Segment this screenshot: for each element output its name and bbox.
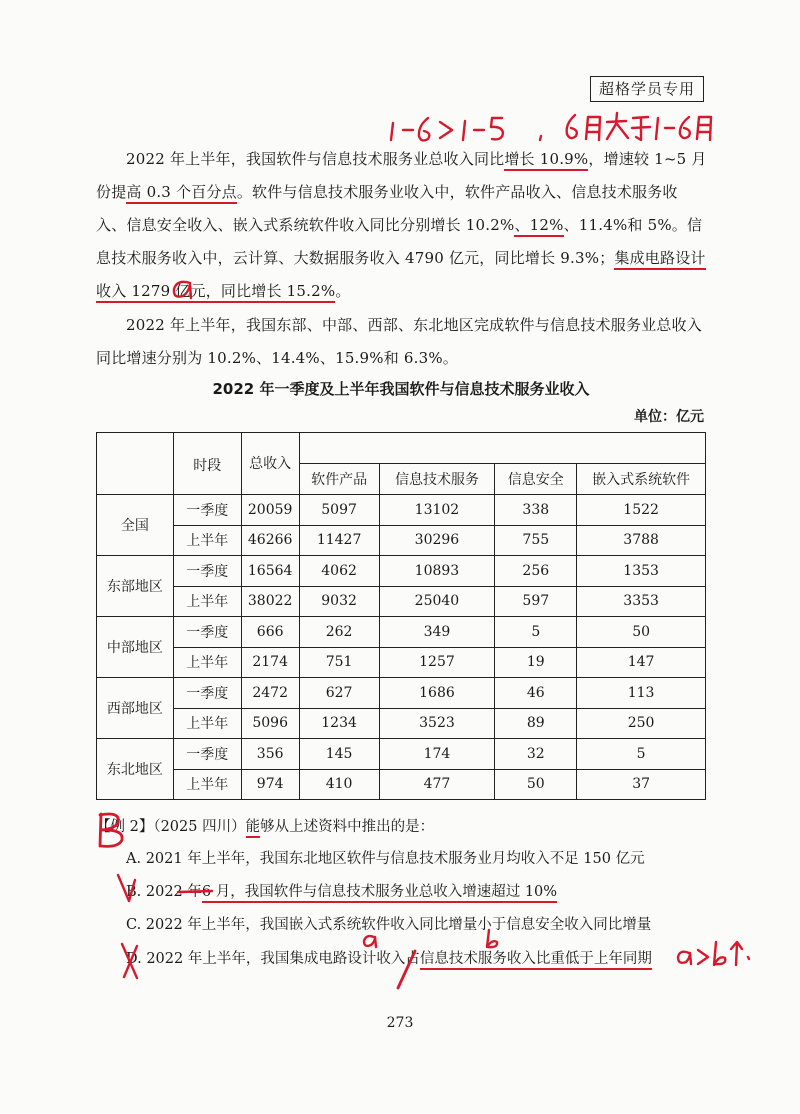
period-cell: 一季度 bbox=[173, 739, 241, 770]
value-cell: 1234 bbox=[299, 708, 379, 739]
period-cell: 上半年 bbox=[173, 769, 241, 800]
table-row bbox=[97, 495, 706, 526]
value-cell: 1686 bbox=[379, 678, 495, 709]
value-cell: 3523 bbox=[379, 708, 495, 739]
value-cell: 974 bbox=[241, 769, 299, 800]
value-cell: 50 bbox=[495, 769, 577, 800]
header-col: 软件产品 bbox=[299, 464, 379, 495]
table-row bbox=[97, 617, 706, 648]
header-tag: 超格学员专用 bbox=[590, 76, 704, 102]
region-cell: 中部地区 bbox=[97, 617, 174, 678]
value-cell: 1257 bbox=[379, 647, 495, 678]
handwriting-right-note bbox=[678, 942, 749, 965]
value-cell: 627 bbox=[299, 678, 379, 709]
value-cell: 410 bbox=[299, 769, 379, 800]
table-row bbox=[97, 739, 706, 770]
period-cell: 上半年 bbox=[173, 586, 241, 617]
header-blank bbox=[299, 433, 705, 464]
period-cell: 一季度 bbox=[173, 495, 241, 526]
value-cell: 2472 bbox=[241, 678, 299, 709]
handwriting-d-a bbox=[364, 936, 376, 947]
value-cell: 30296 bbox=[379, 525, 495, 556]
handwriting-top-note bbox=[391, 113, 711, 140]
value-cell: 338 bbox=[495, 495, 577, 526]
value-cell: 755 bbox=[495, 525, 577, 556]
value-cell: 37 bbox=[577, 769, 706, 800]
p1-text-4: 、11.4%和 5%。信息技术服务收入中，云计算、大数据服务收入 4790 亿元，同比增长 9.3%； bbox=[96, 216, 703, 267]
question-underline: 能 bbox=[246, 819, 261, 838]
region-cell: 全国 bbox=[97, 495, 174, 556]
value-cell: 1353 bbox=[577, 556, 706, 587]
value-cell: 3788 bbox=[577, 525, 706, 556]
header-corner bbox=[97, 433, 174, 495]
value-cell: 4062 bbox=[299, 556, 379, 587]
header-total: 总收入 bbox=[241, 433, 299, 495]
value-cell: 19 bbox=[495, 647, 577, 678]
option-b-underline: 6 月，我国软件与信息技术服务业总收入增速超过 10% bbox=[202, 884, 557, 903]
value-cell: 174 bbox=[379, 739, 495, 770]
region-cell: 东北地区 bbox=[97, 739, 174, 800]
header-period: 时段 bbox=[173, 433, 241, 495]
value-cell: 5 bbox=[577, 739, 706, 770]
value-cell: 10893 bbox=[379, 556, 495, 587]
option-b[interactable] bbox=[126, 881, 557, 903]
option-d[interactable] bbox=[126, 948, 652, 970]
value-cell: 46 bbox=[495, 678, 577, 709]
value-cell: 13102 bbox=[379, 495, 495, 526]
option-a[interactable]: A. 2021 年上半年，我国东北地区软件与信息技术服务业月均收入不足 150 亿元 bbox=[126, 851, 645, 867]
value-cell: 38022 bbox=[241, 586, 299, 617]
region-cell: 东部地区 bbox=[97, 556, 174, 617]
option-b-text: B. 2022 年 bbox=[126, 884, 202, 900]
period-cell: 上半年 bbox=[173, 708, 241, 739]
p2-text: 2022 年上半年，我国东部、中部、西部、东北地区完成软件与信息技术服务业总收入同比增速分别为 10.2%、14.4%、15.9%和 6.3%。 bbox=[96, 316, 702, 367]
p1-text-5: 。 bbox=[335, 282, 351, 300]
value-cell: 50 bbox=[577, 617, 706, 648]
value-cell: 11427 bbox=[299, 525, 379, 556]
value-cell: 751 bbox=[299, 647, 379, 678]
table-row bbox=[97, 586, 706, 617]
value-cell: 666 bbox=[241, 617, 299, 648]
header-col: 嵌入式系统软件 bbox=[577, 464, 706, 495]
question-stem bbox=[96, 816, 736, 838]
table-header-row bbox=[97, 433, 706, 464]
value-cell: 20059 bbox=[241, 495, 299, 526]
value-cell: 356 bbox=[241, 739, 299, 770]
value-cell: 9032 bbox=[299, 586, 379, 617]
p1-text-2: ，增速较 1~5 月份提 bbox=[96, 150, 707, 201]
period-cell: 一季度 bbox=[173, 678, 241, 709]
p1-text-1: 2022 年上半年，我国软件与信息技术服务业总收入同比 bbox=[126, 150, 505, 168]
paragraph-2 bbox=[96, 309, 708, 375]
table-row bbox=[97, 678, 706, 709]
period-cell: 上半年 bbox=[173, 647, 241, 678]
period-cell: 一季度 bbox=[173, 556, 241, 587]
header-col: 信息技术服务 bbox=[379, 464, 495, 495]
value-cell: 2174 bbox=[241, 647, 299, 678]
value-cell: 89 bbox=[495, 708, 577, 739]
paragraph-1 bbox=[96, 143, 708, 308]
table-unit: 单位：亿元 bbox=[634, 409, 704, 425]
table-row bbox=[97, 647, 706, 678]
value-cell: 262 bbox=[299, 617, 379, 648]
revenue-table bbox=[96, 432, 706, 800]
value-cell: 147 bbox=[577, 647, 706, 678]
option-c[interactable]: C. 2022 年上半年，我国嵌入式系统软件收入同比增量小于信息安全收入同比增量 bbox=[126, 917, 652, 933]
region-cell: 西部地区 bbox=[97, 678, 174, 739]
value-cell: 25040 bbox=[379, 586, 495, 617]
table-row bbox=[97, 769, 706, 800]
p1-underline-12: 、12% bbox=[514, 216, 563, 237]
p1-underline-growth: 增长 10.9% bbox=[504, 150, 588, 171]
value-cell: 250 bbox=[577, 708, 706, 739]
question-text: 够从上述资料中推出的是： bbox=[260, 819, 435, 835]
value-cell: 477 bbox=[379, 769, 495, 800]
p1-underline-15: 长 15.2% bbox=[267, 282, 336, 303]
option-d-underline: 信息技术服务收入比重低于上年同期 bbox=[420, 951, 652, 970]
value-cell: 3353 bbox=[577, 586, 706, 617]
page-number: 273 bbox=[386, 1015, 414, 1031]
table-row bbox=[97, 708, 706, 739]
header-col: 信息安全 bbox=[495, 464, 577, 495]
table-row bbox=[97, 556, 706, 587]
value-cell: 597 bbox=[495, 586, 577, 617]
question-label: 【例 2】（2025 四川） bbox=[96, 819, 246, 835]
value-cell: 349 bbox=[379, 617, 495, 648]
value-cell: 145 bbox=[299, 739, 379, 770]
p1-underline-ic-design: 集成电路设计收入 1279 亿元，同比增 bbox=[96, 249, 706, 303]
value-cell: 32 bbox=[495, 739, 577, 770]
value-cell: 113 bbox=[577, 678, 706, 709]
p1-text-3: 。软件与信息技术服务业收入中，软件产品收入、信息技术服务收入、信息安全收入、嵌入式系统软件收入同比分别增长 10.2% bbox=[96, 183, 678, 234]
value-cell: 256 bbox=[495, 556, 577, 587]
period-cell: 上半年 bbox=[173, 525, 241, 556]
value-cell: 16564 bbox=[241, 556, 299, 587]
value-cell: 1522 bbox=[577, 495, 706, 526]
value-cell: 5096 bbox=[241, 708, 299, 739]
table-title: 2022 年一季度及上半年我国软件与信息技术服务业收入 bbox=[212, 380, 590, 398]
p1-underline-points: 高 0.3 个百分点 bbox=[126, 183, 236, 204]
value-cell: 5 bbox=[495, 617, 577, 648]
table-row bbox=[97, 525, 706, 556]
value-cell: 46266 bbox=[241, 525, 299, 556]
value-cell: 5097 bbox=[299, 495, 379, 526]
period-cell: 一季度 bbox=[173, 617, 241, 648]
option-d-text: D. 2022 年上半年，我国集成电路设计收入占 bbox=[126, 951, 420, 967]
